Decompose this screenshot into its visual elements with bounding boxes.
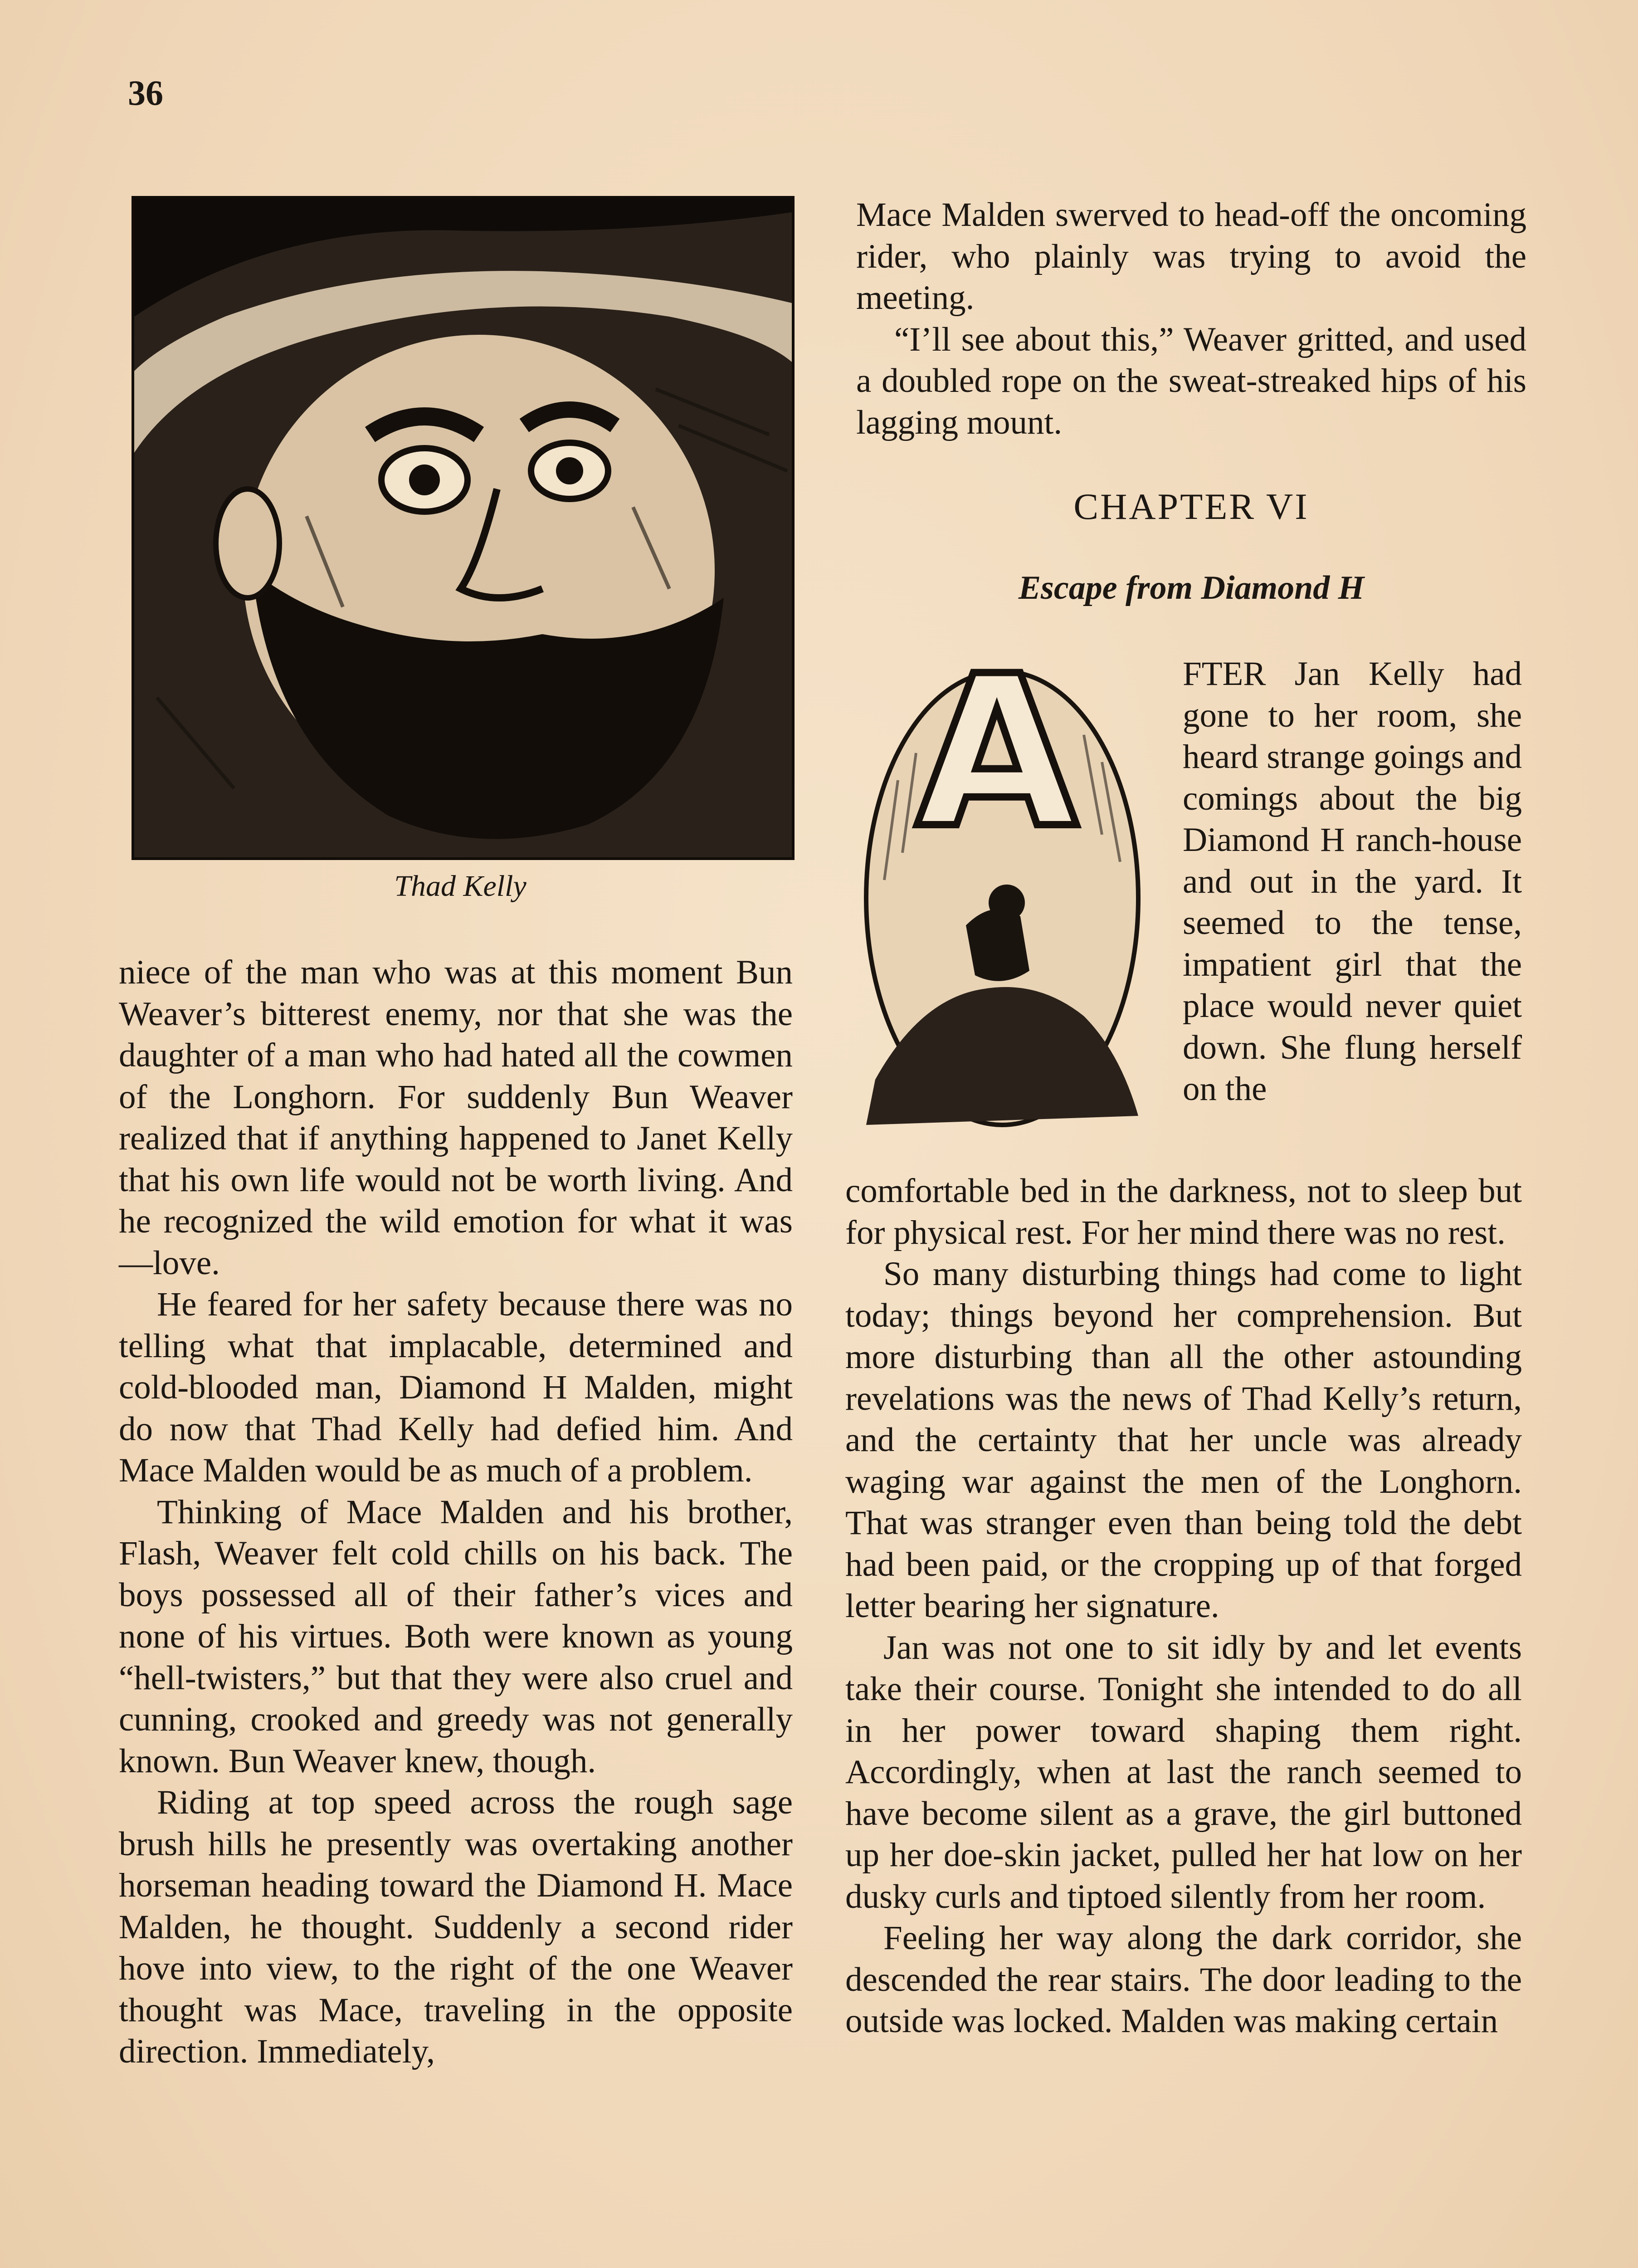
paragraph: Feeling her way along the dark corridor, she descended the rear stairs. The door leading to the outside was locked. Malden was making certain	[845, 1919, 1522, 2040]
drop-cap-paragraph-text: FTER Jan Kelly had gone to her room, she heard strange goings and comings about the big Diamond H ranch-house and out in the yard. It seemed to the tense, impatient girl that the place would never quiet down. She flung herself on the	[1183, 655, 1522, 1108]
drop-cap-letter: A	[916, 631, 1078, 874]
paragraph: Mace Malden swerved to head-off the oncoming rider, who plainly was trying to avoid the meeting.	[856, 196, 1526, 317]
paragraph: He feared for her safety because there was no telling what that implacable, determined and cold-blooded man, Diamond H Malden, might do now that Thad Kelly had defied him. And Mace Malden would be as much of a problem.	[119, 1286, 793, 1489]
paragraph: Riding at top speed across the rough sage brush hills he presently was overtaking another horseman heading toward the Diamond H. Mace Malden, he thought. Suddenly a second rider hove into view, to the right of the one Weaver thought was Mace, traveling in the opposite direction. Immediately,	[119, 1784, 793, 2070]
right-column-top	[856, 194, 1526, 443]
right-column-body	[845, 1170, 1522, 2042]
paragraph: Thinking of Mace Malden and his brother, Flash, Weaver felt cold chills on his back. The boys possessed all of their father’s vices and none of his virtues. Both were known as young “hell-twisters,” but that they were also cruel and cunning, crooked and greedy was not generally known. Bun Weaver knew, though.	[119, 1493, 793, 1780]
drop-cap-paragraph	[1183, 653, 1522, 1110]
paragraph: niece of the man who was at this moment Bun Weaver’s bitterest enemy, nor that she was the daughter of a man who had hated all the cowmen of the Longhorn. For suddenly Bun Weaver realized that if anything happened to Janet Kelly that his own life would not be worth living. And he recognized the wild emotion for what it was—love.	[119, 953, 793, 1282]
paragraph: So many disturbing things had come to light today; things beyond her comprehension. But more disturbing than all the other astounding revelations was the news of Thad Kelly’s return, and the certainty that her uncle was already waging war against the men of the Longhorn. That was stranger even than being told the debt had been paid, or the cropping up of that forged letter bearing her signature.	[845, 1255, 1522, 1625]
figure-caption: Thad Kelly	[394, 870, 526, 903]
bearded-man-drawing	[134, 199, 792, 857]
drop-cap-illustration	[848, 631, 1156, 1134]
paragraph: “I’ll see about this,” Weaver gritted, and used a doubled rope on the sweat-streaked hips of his lagging mount.	[856, 320, 1526, 441]
paragraph: comfortable bed in the darkness, not to sleep but for physical rest. For her mind there was no rest.	[845, 1172, 1522, 1251]
page-number: 36	[128, 73, 163, 112]
chapter-subtitle: Escape from Diamond H	[1018, 569, 1365, 606]
paragraph: Jan was not one to sit idly by and let events take their course. Tonight she intended to do all in her power toward shaping them right. Accordingly, when at last the ranch seemed to have become silent as a grave, the girl buttoned up her doe-skin jacket, pulled her hat low on her dusky curls and tiptoed silently from her room.	[845, 1628, 1522, 1916]
chapter-heading: CHAPTER VI	[1073, 486, 1309, 527]
left-column	[119, 952, 793, 2072]
portrait-illustration	[132, 196, 795, 860]
